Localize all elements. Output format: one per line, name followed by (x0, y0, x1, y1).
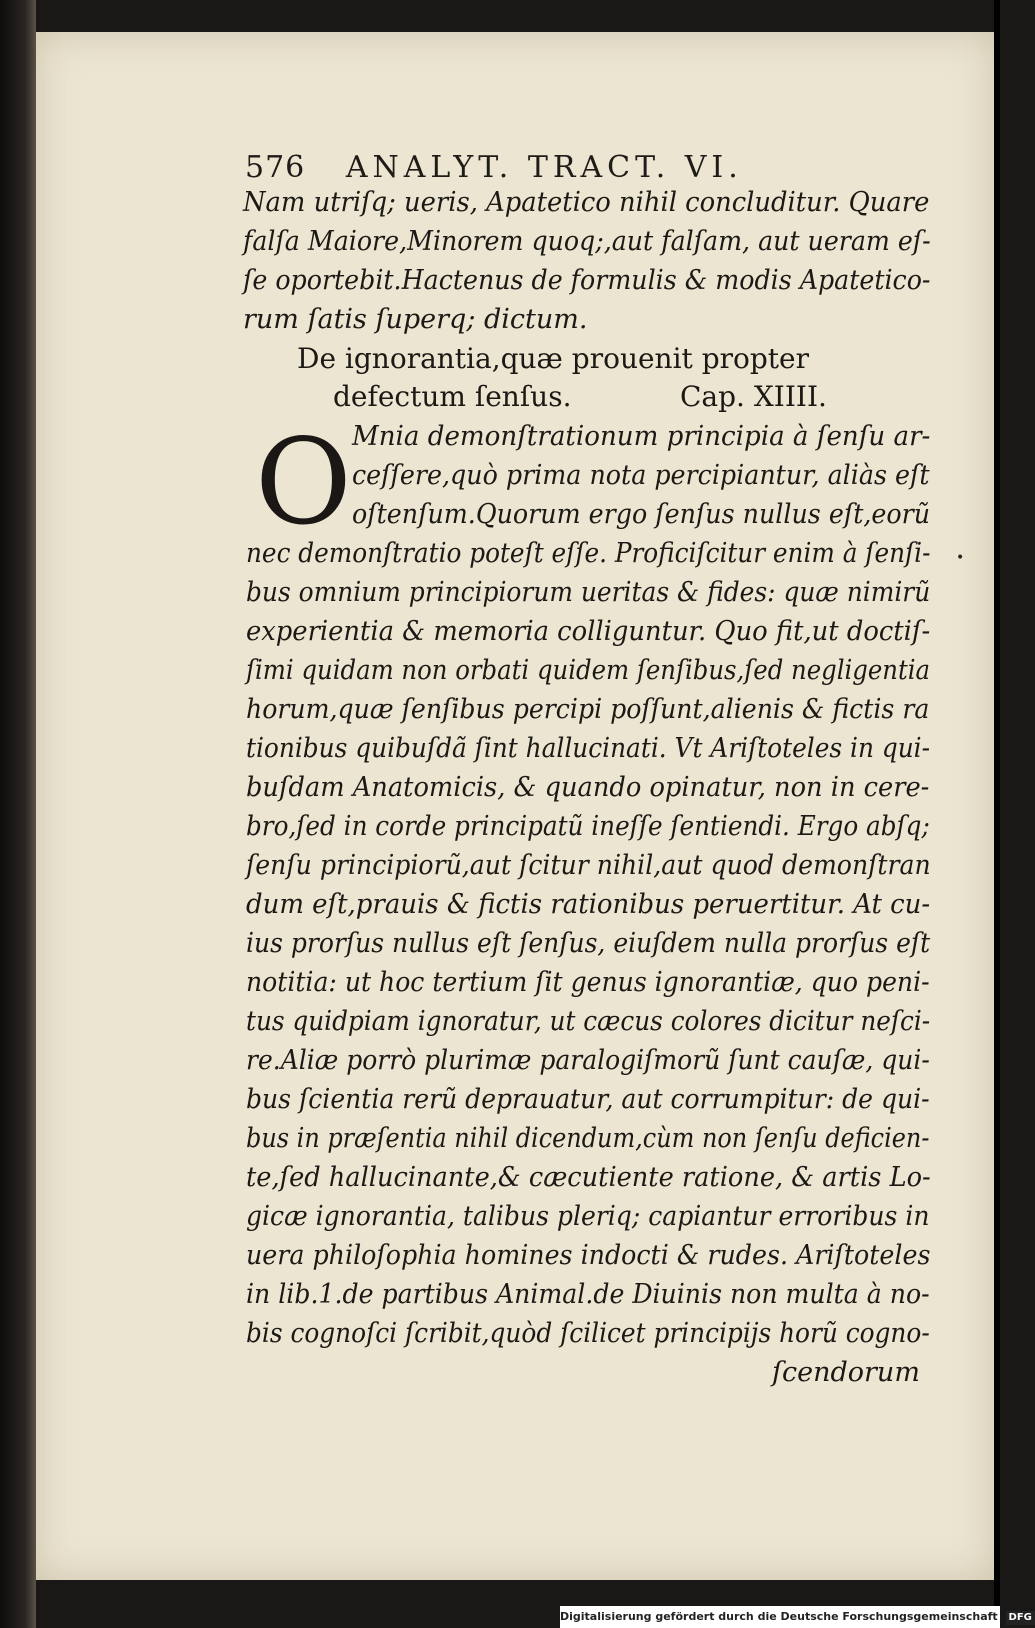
text-line: ius prorſus nullus eſt ſenſus, eiuſdem nulla prorſus eſt (246, 928, 931, 959)
text-line: nec demonſtratio poteſt eſſe. Proficiſcitur enim à ſenſi- (246, 538, 931, 569)
running-title: ANALYT. TRACT. VI. (345, 150, 743, 185)
text-line: Nam utriſq; ueris, Apatetico nihil concluditur. Quare (243, 187, 930, 218)
chapter-title-line1: De ignorantia,quæ prouenit propter (297, 342, 809, 375)
chapter-number: Cap. XIIII. (680, 380, 827, 413)
text-line: tionibus quibuſdã ſint hallucinati. Vt Ariſtoteles in qui- (246, 733, 931, 764)
text-line: falſa Maiore,Minorem quoq;,aut falſam, aut ueram eſ- (243, 226, 931, 257)
footer-text: Digitalisierung gefördert durch die Deutsche Forschungsgemeinschaft (560, 1610, 998, 1623)
chapter-title-line2: defectum ſenſus. (333, 380, 572, 413)
text-line: bro,ſed in corde principatũ ineſſe ſentiendi. Ergo abſq; (246, 811, 930, 842)
text-line: ſe oportebit.Hactenus de formulis & modis Apatetico- (243, 265, 931, 296)
dfg-logo: DFG (1006, 1611, 1035, 1625)
text-line: bus in præſentia nihil dicendum,cùm non ſenſu deficien- (246, 1123, 930, 1154)
catchword: ſcendorum (772, 1357, 920, 1388)
text-line: tus quidpiam ignoratur, ut cæcus colores dicitur neſci- (246, 1006, 931, 1037)
text-line: re.Aliæ porrò plurimæ paralogiſmorũ ſunt cauſæ, qui- (246, 1045, 930, 1076)
text-line: notitia: ut hoc tertium ſit genus ignorantiæ, quo peni- (246, 967, 930, 998)
text-line: uera philoſophia homines indocti & rudes. Ariſtoteles (246, 1240, 931, 1271)
text-line: bus omnium principiorum ueritas & fides: quæ nimirũ (246, 577, 931, 608)
text-line: ſimi quidam non orbati quidem ſenſibus,ſed negligentia (246, 655, 931, 686)
text-line: buſdam Anatomicis, & quando opinatur, non in cere- (246, 772, 930, 803)
text-line: ſenſu principiorũ,aut ſcitur nihil,aut quod demonſtran (246, 850, 931, 881)
text-line: experientia & memoria colliguntur. Quo fit,ut doctiſ- (246, 616, 931, 647)
text-line: ceſſere,quò prima nota percipiantur, aliàs eſt (352, 460, 930, 491)
text-line: horum,quæ ſenſibus percipi poſſunt,alienis & fictis ra (246, 694, 930, 725)
text-line: bis cognoſci ſcribit,quòd ſcilicet principijs horũ cogno- (246, 1318, 930, 1349)
text-line: dum eſt,prauis & fictis rationibus peruertitur. At cu- (246, 889, 931, 920)
text-line: oſtenſum.Quorum ergo ſenſus nullus eſt,eorũ (352, 499, 931, 530)
margin-mark: • (956, 550, 965, 566)
digitization-footer (560, 1606, 1032, 1628)
text-line: te,ſed hallucinante,& cæcutiente ratione, & artis Lo- (246, 1162, 931, 1193)
page-number: 576 (245, 150, 306, 185)
text-line: gicæ ignorantia, talibus pleriq; capiantur erroribus in (246, 1201, 930, 1232)
text-line: in lib.1.de partibus Animal.de Diuinis non multa à no- (246, 1279, 930, 1310)
drop-cap: O (255, 413, 352, 551)
text-line: rum ſatis ſuperq; dictum. (243, 304, 588, 335)
text-line: Mnia demonſtrationum principia à ſenſu ar- (352, 421, 931, 452)
text-line: bus ſcientia rerũ deprauatur, aut corrumpitur: de qui- (246, 1084, 930, 1115)
